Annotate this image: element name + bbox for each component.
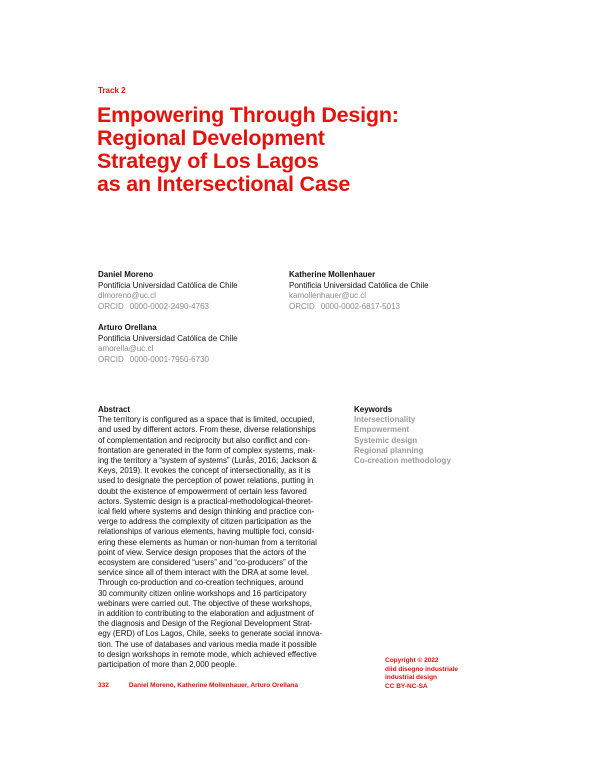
abstract-line: webinars were carried out. The objective of these workshops, xyxy=(98,598,312,608)
orcid-label: ORCID xyxy=(289,301,315,311)
title-line: Empowering Through Design: xyxy=(97,103,399,127)
abstract-line: ing the territory a “system of systems” (Lurås, 2016; Jackson & xyxy=(98,456,317,466)
keyword-item: Intersectionality xyxy=(354,415,416,425)
author-block xyxy=(289,270,429,312)
abstract-line: Through co-production and co-creation techniques, around xyxy=(98,578,304,588)
paper-title xyxy=(97,104,517,196)
abstract-line: to design workshops in remote mode, which achieved effective xyxy=(98,649,317,659)
abstract-line: egy (ERD) of Los Lagos, Chile, seeks to generate social innova- xyxy=(98,629,323,639)
orcid-label: ORCID xyxy=(98,354,124,364)
orcid-id[interactable]: 0000-0001-7950-6730 xyxy=(129,354,209,364)
author-block xyxy=(98,323,238,365)
author-name: Katherine Mollenhauer xyxy=(289,270,376,279)
abstract-line: ecosystem are considered “users” and “co-producers” of the xyxy=(98,558,308,568)
abstract-line: 30 community citizen online workshops and 16 participatory xyxy=(98,588,307,598)
abstract-line: participation of more than 2,000 people. xyxy=(98,660,238,670)
copyright-line: Copyright © 2022 xyxy=(385,657,439,664)
abstract-line: Keys, 2019). It evokes the concept of intersectionality, as it is xyxy=(98,466,311,476)
keywords-heading: Keywords xyxy=(354,405,393,414)
author-email[interactable]: dlmoreno@uc.cl xyxy=(98,291,156,300)
author-orcid xyxy=(98,302,238,313)
title-line: Strategy of Los Lagos xyxy=(97,149,319,173)
keyword-item: Regional planning xyxy=(354,445,424,455)
page-footer xyxy=(98,682,298,689)
abstract-line: relationships of various elements, having multiple foci, consid- xyxy=(98,527,315,537)
keywords-section xyxy=(354,405,494,466)
abstract-line: point of view. Service design proposes that the actors of the xyxy=(98,547,307,557)
copyright-notice xyxy=(385,657,505,691)
author-block xyxy=(98,270,238,312)
page-number: 332 xyxy=(98,682,109,689)
copyright-line: CC BY-NC-SA xyxy=(385,682,428,690)
author-name: Arturo Orellana xyxy=(98,323,157,332)
orcid-label: ORCID xyxy=(98,301,124,311)
author-affiliation: Pontificia Universidad Católica de Chile xyxy=(98,333,238,343)
abstract-line: frontation are generated in the form of complex systems, mak- xyxy=(98,445,316,455)
author-email[interactable]: amorella@uc.cl xyxy=(98,344,154,353)
abstract-heading: Abstract xyxy=(98,405,131,414)
abstract-line: in addition to contributing to the elaboration and adjustment of xyxy=(98,609,314,619)
orcid-id[interactable]: 0000-0002-2490-4763 xyxy=(129,301,209,311)
orcid-id[interactable]: 0000-0002-6817-5013 xyxy=(320,301,400,311)
keyword-item: Systemic design xyxy=(354,435,418,445)
abstract-line: The territory is configured as a space that is limited, occupied, xyxy=(98,415,315,425)
copyright-line: diid disegno industriale xyxy=(385,665,458,673)
keyword-item: Co-creation methodology xyxy=(354,456,451,466)
abstract-line: ering these elements as human or non-human from a territorial xyxy=(98,537,317,547)
author-orcid xyxy=(98,355,238,366)
abstract-line: actors. Systemic design is a practical-methodological-theoret- xyxy=(98,496,313,506)
author-affiliation: Pontificia Universidad Católica de Chile xyxy=(289,280,429,290)
author-orcid xyxy=(289,302,429,313)
title-line: Regional Development xyxy=(97,126,325,150)
abstract-line: used to designate the perception of power relations, putting in xyxy=(98,476,314,486)
copyright-line: industrial design xyxy=(385,674,438,681)
abstract-line: ical field where systems and design thinking and practice con- xyxy=(98,507,315,517)
author-affiliation: Pontificia Universidad Católica de Chile xyxy=(98,280,238,290)
track-label: Track 2 xyxy=(98,86,126,95)
footer-authors: Daniel Moreno, Katherine Mollenhauer, Arturo Orellana xyxy=(128,682,299,689)
abstract-line: and used by different actors. From these, diverse relationships xyxy=(98,425,316,435)
abstract-line: verge to address the complexity of citizen participation as the xyxy=(98,517,312,527)
abstract-section xyxy=(98,405,348,670)
author-name: Daniel Moreno xyxy=(98,270,154,279)
title-line: as an Intersectional Case xyxy=(97,172,351,196)
keyword-item: Empowerment xyxy=(354,425,410,435)
author-email[interactable]: kamollenhauer@uc.cl xyxy=(289,291,367,300)
abstract-line: of complementation and reciprocity but also conflict and con- xyxy=(98,435,310,445)
abstract-line: service since all of them interact with the DRA at some level. xyxy=(98,568,309,578)
abstract-line: doubt the existence of empowerment of certain less favored xyxy=(98,486,307,496)
abstract-line: tion. The use of databases and various media made it possible xyxy=(98,639,317,649)
abstract-line: the diagnosis and Design of the Regional Development Strat- xyxy=(98,619,313,629)
